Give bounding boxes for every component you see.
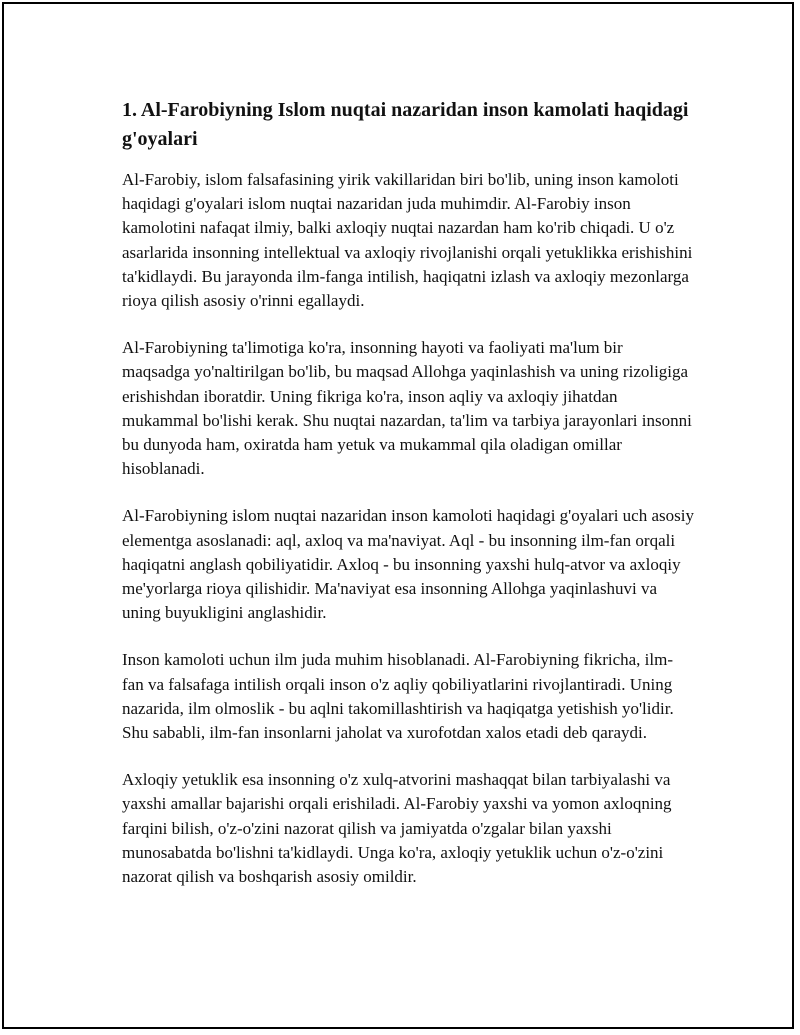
paragraph-4: Inson kamoloti uchun ilm juda muhim hisoblanadi. Al-Farobiyning fikricha, ilm-fan va falsafaga intilish orqali inson o'z aqliy qobiliyatlarini rivojlantiradi. Uning nazarida, ilm olmoslik - bu aqlni takomillashtirish va haqiqatga yetishish yo'lidir. Shu sababli, ilm-fan insonlarni jaholat va xurofotdan xalos etadi deb qaraydi.	[122, 650, 674, 743]
paragraph-3: Al-Farobiyning islom nuqtai nazaridan inson kamoloti haqidagi g'oyalari uch asosiy elementga asoslanadi: aql, axloq va ma'naviyat. Aql - bu insonning ilm-fan orqali haqiqatni anglash qobiliyatidir. Axloq - bu insonning yaxshi hulq-atvor va axloqiy me'yorlarga rioya qilishidir. Ma'naviyat esa insonning Allohga yaqinlashuvi va uning buyukligini anglashidir.	[122, 506, 694, 623]
section-heading: 1. Al-Farobiyning Islom nuqtai nazaridan inson kamolati haqidagi g'oyalari	[122, 99, 689, 150]
paragraph-2: Al-Farobiyning ta'limotiga ko'ra, insonning hayoti va faoliyati ma'lum bir maqsadga yo'naltirilgan bo'lib, bu maqsad Allohga yaqinlashish va uning rizoligiga erishishdan iboratdir. Uning fikriga ko'ra, inson aqliy va axloqiy jihatdan mukammal bo'lishi kerak. Shu nuqtai nazardan, ta'lim va tarbiya jarayonlari insonni bu dunyoda ham, oxiratda ham yetuk va mukammal qila oladigan omillar hisoblanadi.	[122, 338, 692, 479]
document-body	[122, 96, 694, 912]
paragraph-5: Axloqiy yetuklik esa insonning o'z xulq-atvorini mashaqqat bilan tarbiyalashi va yaxshi amallar bajarishi orqali erishiladi. Al-Farobiy yaxshi va yomon axloqning farqini bilish, o'z-o'zini nazorat qilish va jamiyatda o'zgalar bilan yaxshi munosabatda bo'lishni ta'kidlaydi. Unga ko'ra, axloqiy yetuklik uchun o'z-o'zini nazorat qilish va boshqarish asosiy omildir.	[122, 770, 672, 887]
paragraph-1: Al-Farobiy, islom falsafasining yirik vakillaridan biri bo'lib, uning inson kamoloti haqidagi g'oyalari islom nuqtai nazaridan juda muhimdir. Al-Farobiy inson kamolotini nafaqat ilmiy, balki axloqiy nuqtai nazardan ham ko'rib chiqadi. U o'z asarlarida insonning intellektual va axloqiy rivojlanishi orqali yetuklikka erishishini ta'kidlaydi. Bu jarayonda ilm-fanga intilish, haqiqatni izlash va axloqiy mezonlarga rioya qilish asosiy o'rinni egallaydi.	[122, 170, 693, 311]
page-frame	[2, 2, 794, 1029]
